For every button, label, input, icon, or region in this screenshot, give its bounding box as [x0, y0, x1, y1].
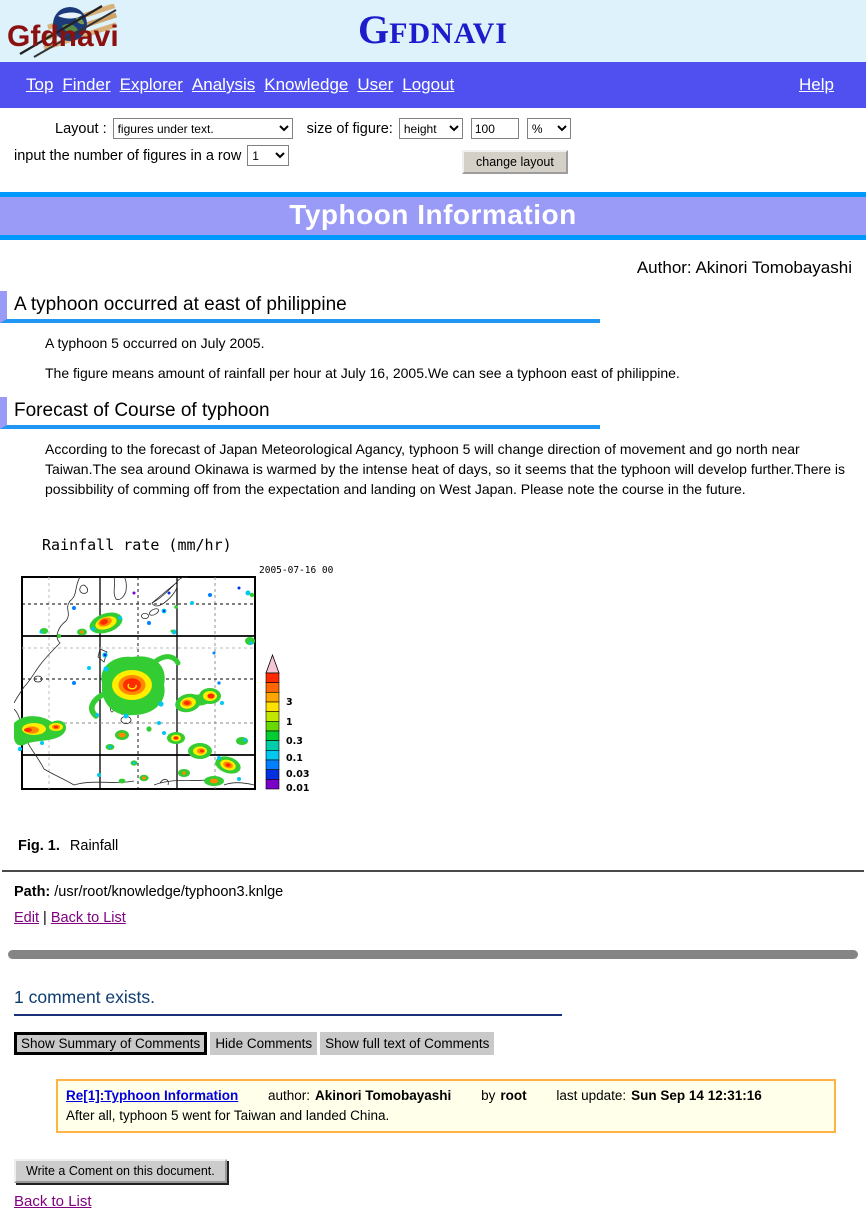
write-comment-button[interactable]: Write a Coment on this document.: [14, 1159, 227, 1183]
colorbar: [266, 655, 309, 794]
section-1-paragraph-1: A typhoon 5 occurred on July 2005.: [45, 335, 265, 351]
nav-item-user[interactable]: User: [357, 75, 394, 94]
comment-author: Akinori Tomobayashi: [315, 1088, 452, 1104]
size-of-figure-label: size of figure:: [306, 120, 393, 137]
comment-header: Re[1]:Typhoon Information author: Akinori Tomobayashi by root last update: Sun Sep 14 12:31:16: [66, 1088, 762, 1104]
figures-per-row-label: input the number of figures in a row: [14, 147, 242, 164]
nav-item-logout[interactable]: Logout: [402, 75, 455, 94]
rainfall-figure: [14, 533, 866, 800]
layout-controls: [0, 118, 866, 180]
comment-item: [56, 1079, 836, 1133]
section-divider-bar: [8, 950, 858, 959]
show-fulltext-button[interactable]: Show full text of Comments: [320, 1032, 494, 1055]
comment-by-user: root: [500, 1088, 527, 1104]
colorbar-label: 0.1: [286, 753, 303, 765]
size-unit-select[interactable]: [527, 118, 571, 139]
section-heading-2: Forecast of Course of typhoon: [0, 397, 600, 429]
colorbar-label: 0.03: [286, 769, 310, 781]
logo-text: Gfdnavi: [7, 20, 119, 53]
comment-title-link[interactable]: Re[1]:Typhoon Information: [66, 1088, 239, 1104]
section-heading-1: A typhoon occurred at east of philippine: [0, 291, 600, 323]
layout-label: Layout :: [55, 120, 107, 137]
comment-view-buttons: [14, 1032, 866, 1055]
nav-item-top[interactable]: Top: [26, 75, 54, 94]
colorbar-label: 1: [286, 717, 293, 729]
comments-count: 1 comment exists.: [14, 987, 562, 1016]
document-links: Edit | Back to List: [14, 910, 126, 927]
hide-comments-button[interactable]: Hide Comments: [210, 1032, 317, 1055]
divider-line: [2, 870, 864, 872]
colorbar-label: 0.01: [286, 783, 310, 795]
nav-item-knowledge[interactable]: Knowledge: [264, 75, 349, 94]
author-line: Author: Akinori Tomobayashi: [636, 258, 852, 277]
back-to-list-link[interactable]: Back to List: [50, 910, 126, 927]
site-header: [0, 0, 866, 62]
edit-link[interactable]: Edit: [14, 910, 39, 927]
rainfall-map: [14, 533, 344, 795]
figures-per-row-select[interactable]: [247, 145, 289, 166]
section-2-paragraph-1: According to the forecast of Japan Meteorological Agancy, typhoon 5 will change direction of movement and go north near Taiwan.The sea around Okinawa is warmed by the intense heat of days, so it seems that the typhoon will develop further.There is possibbility of comming off from the expectation and landing on West Japan. Please note the course in the future.: [45, 440, 845, 498]
comment-last-update: Sun Sep 14 12:31:16: [631, 1088, 762, 1104]
plot-timestamp: 2005-07-16 00: [259, 565, 334, 577]
size-value-input[interactable]: [471, 118, 519, 139]
nav-item-explorer[interactable]: Explorer: [119, 75, 183, 94]
plot-title: Rainfall rate (mm/hr): [42, 536, 232, 555]
nav-item-finder[interactable]: Finder: [62, 75, 111, 94]
nav-item-help[interactable]: Help: [799, 75, 834, 94]
figure-caption: Fig. 1. Rainfall: [18, 838, 119, 855]
nav-item-analysis[interactable]: Analysis: [191, 75, 256, 94]
colorbar-label: 0.3: [286, 736, 303, 748]
show-summary-button[interactable]: Show Summary of Comments: [14, 1032, 207, 1055]
colorbar-label: 3: [286, 697, 293, 709]
author-name: Akinori Tomobayashi: [695, 258, 852, 277]
size-dimension-select[interactable]: [399, 118, 463, 139]
bottom-back-to-list-link[interactable]: Back to List: [14, 1193, 92, 1210]
layout-select[interactable]: [113, 118, 293, 139]
comment-body: After all, typhoon 5 went for Taiwan and landed China.: [66, 1108, 390, 1124]
page-title: Typhoon Information: [0, 192, 866, 240]
section-1-paragraph-2: The figure means amount of rainfall per hour at July 16, 2005.We can see a typhoon east of philippine.: [45, 365, 680, 382]
site-title: GFDNAVI: [358, 7, 508, 52]
path-value: /usr/root/knowledge/typhoon3.knlge: [54, 884, 284, 901]
document-path: Path: /usr/root/knowledge/typhoon3.knlge: [14, 884, 284, 901]
change-layout-button[interactable]: change layout: [462, 150, 568, 174]
main-nav: [0, 62, 866, 108]
